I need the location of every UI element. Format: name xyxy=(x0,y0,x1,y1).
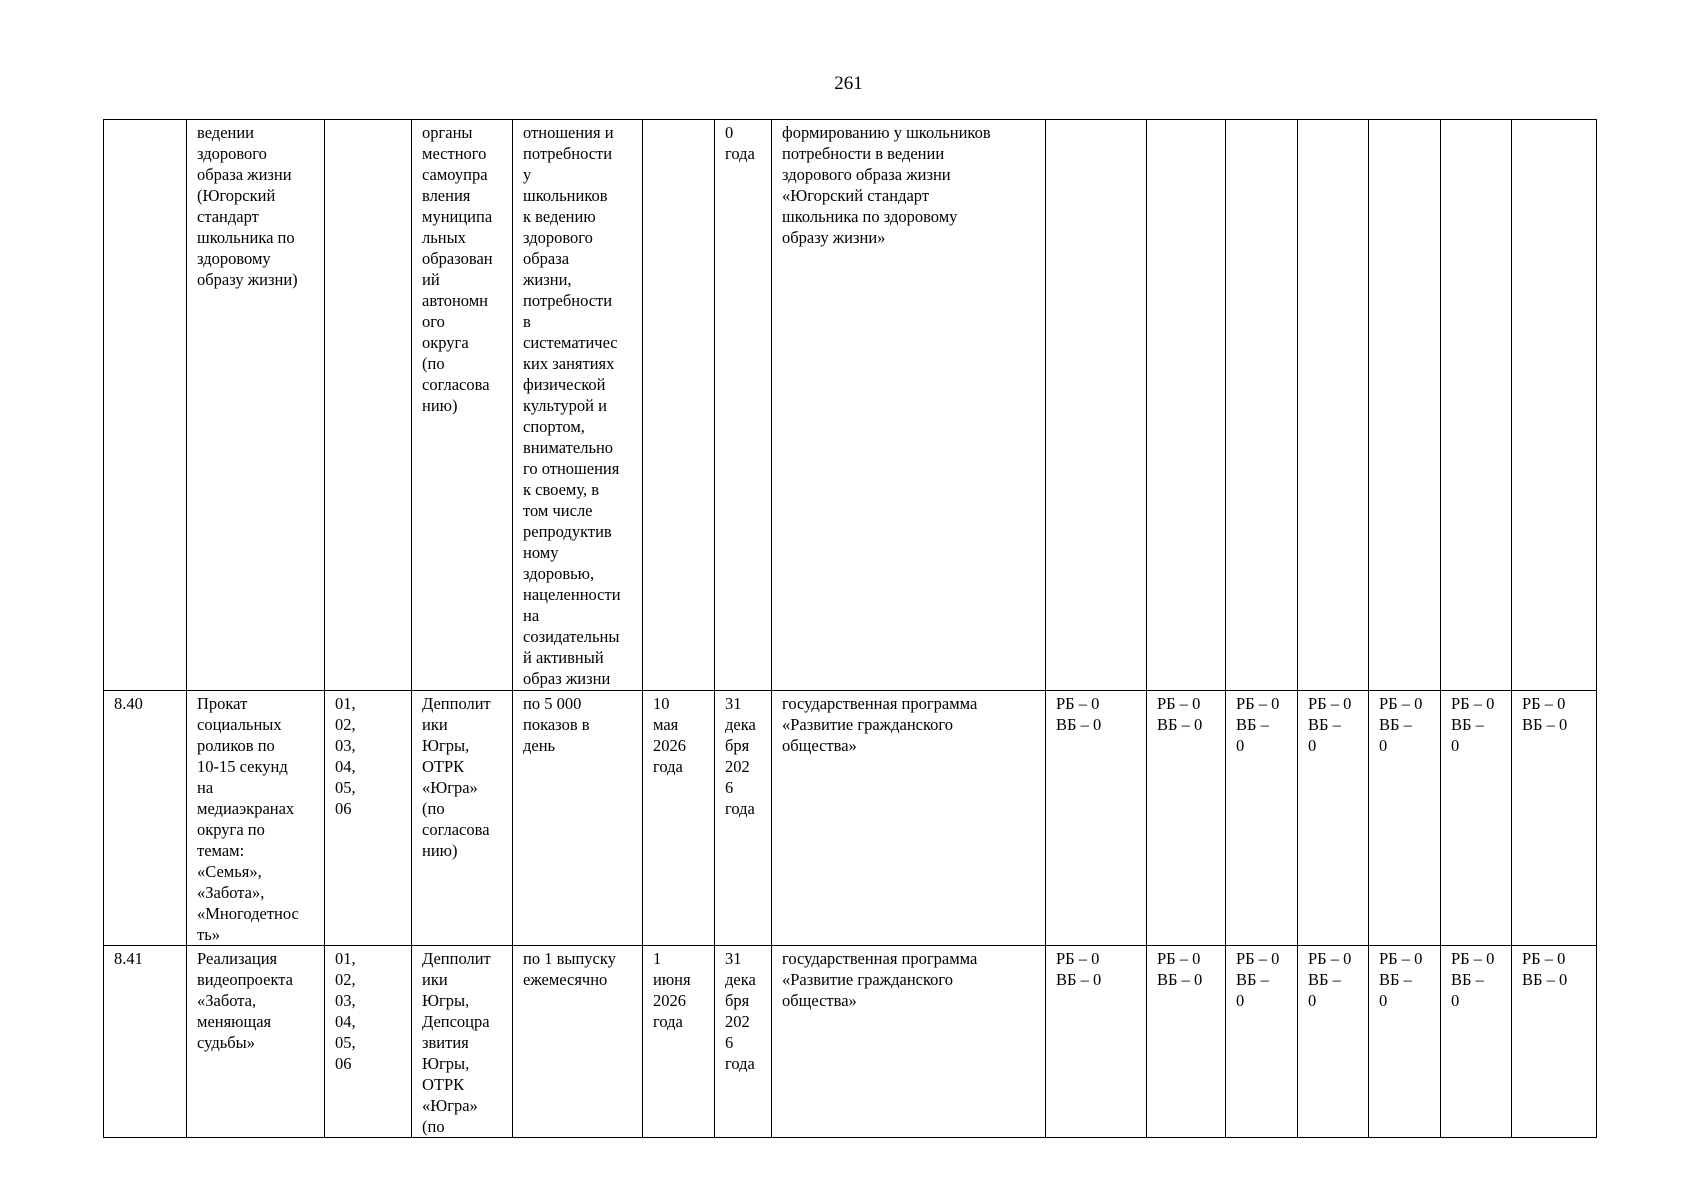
cell-line: ному xyxy=(523,543,559,562)
cell-line: 10 xyxy=(653,694,670,713)
cell-line: здоровью, xyxy=(523,564,595,583)
item-number-cell: 8.41 xyxy=(104,946,187,1138)
funding-cell xyxy=(1046,691,1147,946)
cell-line: социальных xyxy=(197,715,282,734)
cell-line: муниципа xyxy=(422,207,493,226)
funding-cell xyxy=(1147,691,1226,946)
start-date-cell xyxy=(643,691,715,946)
cell-line: здоровому xyxy=(197,249,271,268)
cell-line: ОТРК xyxy=(422,757,465,776)
cell-line: Югры, xyxy=(422,736,470,755)
cell-line: физической xyxy=(523,375,606,394)
cell-line: автономн xyxy=(422,291,488,310)
cell-line: РБ – 0 xyxy=(1157,949,1201,968)
cell-line: показов в xyxy=(523,715,590,734)
cell-line: РБ – 0 xyxy=(1379,949,1423,968)
cell-line: школьника по здоровому xyxy=(782,207,958,226)
cell-line: потребности xyxy=(523,291,613,310)
funding-cell xyxy=(1512,120,1597,691)
cell-line: 03, xyxy=(335,991,356,1010)
cell-line: культурой и xyxy=(523,396,607,415)
cell-line: здорового xyxy=(523,228,593,247)
cell-line: 6 xyxy=(725,1033,734,1052)
cell-line: Прокат xyxy=(197,694,248,713)
cell-line: РБ – 0 xyxy=(1308,949,1352,968)
cell-line: Депполит xyxy=(422,949,491,968)
cell-line: день xyxy=(523,736,556,755)
cell-line: 6 xyxy=(725,778,734,797)
page-number: 261 xyxy=(834,73,863,94)
funding-cell xyxy=(1369,120,1441,691)
cell-line: июня xyxy=(653,970,691,989)
cell-line: репродуктив xyxy=(523,522,612,541)
activity-name-cell xyxy=(187,946,325,1138)
cell-line: Югры, xyxy=(422,1054,470,1073)
funding-cell xyxy=(1147,946,1226,1138)
cell-line: ВБ – xyxy=(1451,715,1484,734)
executor-cell xyxy=(412,691,513,946)
activities-table xyxy=(103,119,1597,1138)
cell-line: ВБ – xyxy=(1236,970,1269,989)
cell-line: судьбы» xyxy=(197,1033,255,1052)
cell-line: образован xyxy=(422,249,493,268)
cell-line: 0 xyxy=(1236,991,1245,1010)
funding-cell xyxy=(1512,691,1597,946)
cell-line: ВБ – xyxy=(1236,715,1269,734)
cell-line: ВБ – 0 xyxy=(1157,715,1203,734)
cell-line: в xyxy=(523,312,531,331)
result-cell xyxy=(513,691,643,946)
cell-line: ВБ – 0 xyxy=(1522,715,1568,734)
codes-cell xyxy=(325,120,412,691)
cell-line: 01, xyxy=(335,694,356,713)
cell-line: согласова xyxy=(422,820,490,839)
cell-line: РБ – 0 xyxy=(1308,694,1352,713)
cell-line: 0 xyxy=(1308,991,1317,1010)
cell-line: льных xyxy=(422,228,466,247)
cell-line: РБ – 0 xyxy=(1056,949,1100,968)
cell-line: самоупра xyxy=(422,165,488,184)
funding-cell xyxy=(1046,946,1147,1138)
item-number-cell xyxy=(104,120,187,691)
cell-line: 03, xyxy=(335,736,356,755)
funding-cell xyxy=(1512,946,1597,1138)
cell-line: бря xyxy=(725,991,750,1010)
cell-line: у xyxy=(523,165,532,184)
cell-line: местного xyxy=(422,144,487,163)
cell-line: темам: xyxy=(197,841,245,860)
cell-line: РБ – 0 xyxy=(1451,949,1495,968)
cell-line: РБ – 0 xyxy=(1379,694,1423,713)
cell-line: (Югорский xyxy=(197,186,276,205)
cell-line: РБ – 0 xyxy=(1056,694,1100,713)
executor-cell xyxy=(412,120,513,691)
cell-line: Югры, xyxy=(422,991,470,1010)
cell-line: школьников xyxy=(523,186,608,205)
cell-line: ведении xyxy=(197,123,255,142)
program-cell xyxy=(772,946,1046,1138)
cell-line: ого xyxy=(422,312,445,331)
cell-line: 05, xyxy=(335,1033,356,1052)
cell-line: ий xyxy=(422,270,440,289)
start-date-cell xyxy=(643,120,715,691)
cell-line: дека xyxy=(725,715,756,734)
cell-line: (по xyxy=(422,1117,445,1136)
cell-line: 02, xyxy=(335,715,356,734)
cell-line: ВБ – xyxy=(1451,970,1484,989)
cell-line: ики xyxy=(422,970,448,989)
executor-cell xyxy=(412,946,513,1138)
cell-line: 10-15 секунд xyxy=(197,757,288,776)
cell-line: нию) xyxy=(422,396,458,415)
cell-line: видеопроекта xyxy=(197,970,293,989)
cell-line: «Югорский стандарт xyxy=(782,186,930,205)
funding-cell xyxy=(1226,120,1298,691)
cell-line: Реализация xyxy=(197,949,278,968)
cell-line: на xyxy=(197,778,214,797)
funding-cell xyxy=(1369,691,1441,946)
funding-cell xyxy=(1226,691,1298,946)
cell-line: «Забота», xyxy=(197,883,265,902)
funding-cell xyxy=(1046,120,1147,691)
cell-line: по 5 000 xyxy=(523,694,582,713)
funding-cell xyxy=(1298,946,1369,1138)
cell-line: ВБ – 0 xyxy=(1056,715,1102,734)
cell-line: здорового xyxy=(197,144,267,163)
cell-line: ВБ – 0 xyxy=(1157,970,1203,989)
cell-line: здорового образа жизни xyxy=(782,165,951,184)
cell-line: дека xyxy=(725,970,756,989)
cell-line: РБ – 0 xyxy=(1236,694,1280,713)
cell-line: «Семья», xyxy=(197,862,262,881)
cell-line: округа по xyxy=(197,820,265,839)
cell-line: ВБ – xyxy=(1379,715,1412,734)
funding-cell xyxy=(1298,120,1369,691)
cell-line: созидательны xyxy=(523,627,620,646)
cell-line: 01, xyxy=(335,949,356,968)
cell-line: 0 xyxy=(1451,991,1460,1010)
cell-line: образа жизни xyxy=(197,165,292,184)
cell-line: ВБ – 0 xyxy=(1056,970,1102,989)
cell-line: ежемесячно xyxy=(523,970,608,989)
program-cell xyxy=(772,691,1046,946)
cell-line: 0 xyxy=(1236,736,1245,755)
cell-line: 31 xyxy=(725,949,742,968)
cell-line: 05, xyxy=(335,778,356,797)
table-row xyxy=(104,691,1597,946)
cell-line: 0 xyxy=(1308,736,1317,755)
cell-line: «Многодетнос xyxy=(197,904,299,923)
cell-line: медиаэкранах xyxy=(197,799,295,818)
cell-line: формированию у школьников xyxy=(782,123,991,142)
result-cell xyxy=(513,946,643,1138)
cell-line: «Югра» xyxy=(422,778,478,797)
cell-line: нию) xyxy=(422,841,458,860)
end-date-cell xyxy=(715,946,772,1138)
cell-line: образу жизни» xyxy=(782,228,886,247)
cell-line: бря xyxy=(725,736,750,755)
funding-cell xyxy=(1441,120,1512,691)
cell-line: ВБ – 0 xyxy=(1522,970,1568,989)
cell-line: «Забота, xyxy=(197,991,257,1010)
cell-line: по 1 выпуску xyxy=(523,949,616,968)
cell-line: РБ – 0 xyxy=(1522,949,1566,968)
cell-line: к своему, в xyxy=(523,480,599,499)
cell-line: го отношения xyxy=(523,459,620,478)
cell-line: года xyxy=(725,1054,755,1073)
cell-line: (по xyxy=(422,354,445,373)
cell-line: ОТРК xyxy=(422,1075,465,1094)
cell-line: года xyxy=(653,1012,683,1031)
cell-line: 06 xyxy=(335,1054,352,1073)
cell-line: стандарт xyxy=(197,207,259,226)
activity-name-cell xyxy=(187,691,325,946)
cell-line: Депполит xyxy=(422,694,491,713)
table-row xyxy=(104,946,1597,1138)
cell-line: «Развитие гражданского xyxy=(782,715,954,734)
cell-line: года xyxy=(725,799,755,818)
cell-line: государственная программа xyxy=(782,694,978,713)
cell-line: 04, xyxy=(335,757,356,776)
item-number-cell: 8.40 xyxy=(104,691,187,946)
cell-line: ВБ – xyxy=(1308,715,1341,734)
cell-line: 31 xyxy=(725,694,742,713)
cell-line: жизни, xyxy=(523,270,572,289)
cell-line: спортом, xyxy=(523,417,585,436)
cell-line: 1 xyxy=(653,949,662,968)
funding-cell xyxy=(1369,946,1441,1138)
cell-line: ких занятиях xyxy=(523,354,615,373)
end-date-cell xyxy=(715,120,772,691)
cell-line: РБ – 0 xyxy=(1522,694,1566,713)
cell-line: 0 xyxy=(1379,736,1388,755)
cell-line: школьника по xyxy=(197,228,295,247)
cell-line: общества» xyxy=(782,736,857,755)
cell-line: ВБ – xyxy=(1308,970,1341,989)
cell-line: ВБ – xyxy=(1379,970,1412,989)
cell-line: мая xyxy=(653,715,679,734)
codes-cell xyxy=(325,946,412,1138)
funding-cell xyxy=(1147,120,1226,691)
cell-line: РБ – 0 xyxy=(1157,694,1201,713)
cell-line: (по xyxy=(422,799,445,818)
cell-line: Депсоцра xyxy=(422,1012,490,1031)
cell-line: внимательно xyxy=(523,438,614,457)
cell-line: общества» xyxy=(782,991,857,1010)
program-cell xyxy=(772,120,1046,691)
cell-line: роликов по xyxy=(197,736,275,755)
cell-line: 04, xyxy=(335,1012,356,1031)
cell-line: года xyxy=(653,757,683,776)
cell-line: потребности в ведении xyxy=(782,144,945,163)
cell-line: «Югра» xyxy=(422,1096,478,1115)
cell-line: образу жизни) xyxy=(197,270,298,289)
funding-cell xyxy=(1226,946,1298,1138)
cell-line: й активный xyxy=(523,648,604,667)
end-date-cell xyxy=(715,691,772,946)
cell-line: 0 xyxy=(725,123,734,142)
cell-line: 02, xyxy=(335,970,356,989)
cell-line: вления xyxy=(422,186,471,205)
cell-line: 06 xyxy=(335,799,352,818)
cell-line: систематичес xyxy=(523,333,618,352)
cell-line: ть» xyxy=(197,925,220,944)
cell-line: том числе xyxy=(523,501,593,520)
cell-line: 202 xyxy=(725,757,750,776)
cell-line: государственная программа xyxy=(782,949,978,968)
cell-line: 0 xyxy=(1451,736,1460,755)
cell-line: на xyxy=(523,606,540,625)
funding-cell xyxy=(1441,946,1512,1138)
cell-line: года xyxy=(725,144,755,163)
cell-line: 202 xyxy=(725,1012,750,1031)
cell-line: РБ – 0 xyxy=(1451,694,1495,713)
funding-cell xyxy=(1441,691,1512,946)
table-row xyxy=(104,120,1597,691)
cell-line: согласова xyxy=(422,375,490,394)
cell-line: звития xyxy=(422,1033,469,1052)
cell-line: РБ – 0 xyxy=(1236,949,1280,968)
cell-line: ики xyxy=(422,715,448,734)
codes-cell xyxy=(325,691,412,946)
cell-line: 2026 xyxy=(653,736,686,755)
cell-line: округа xyxy=(422,333,469,352)
cell-line: 2026 xyxy=(653,991,686,1010)
result-cell xyxy=(513,120,643,691)
cell-line: нацеленности xyxy=(523,585,621,604)
start-date-cell xyxy=(643,946,715,1138)
funding-cell xyxy=(1298,691,1369,946)
cell-line: отношения и xyxy=(523,123,614,142)
cell-line: органы xyxy=(422,123,473,142)
cell-line: меняющая xyxy=(197,1012,272,1031)
cell-line: «Развитие гражданского xyxy=(782,970,954,989)
cell-line: образ жизни xyxy=(523,669,611,688)
activity-name-cell xyxy=(187,120,325,691)
cell-line: 0 xyxy=(1379,991,1388,1010)
cell-line: образа xyxy=(523,249,570,268)
cell-line: потребности xyxy=(523,144,613,163)
cell-line: к ведению xyxy=(523,207,596,226)
